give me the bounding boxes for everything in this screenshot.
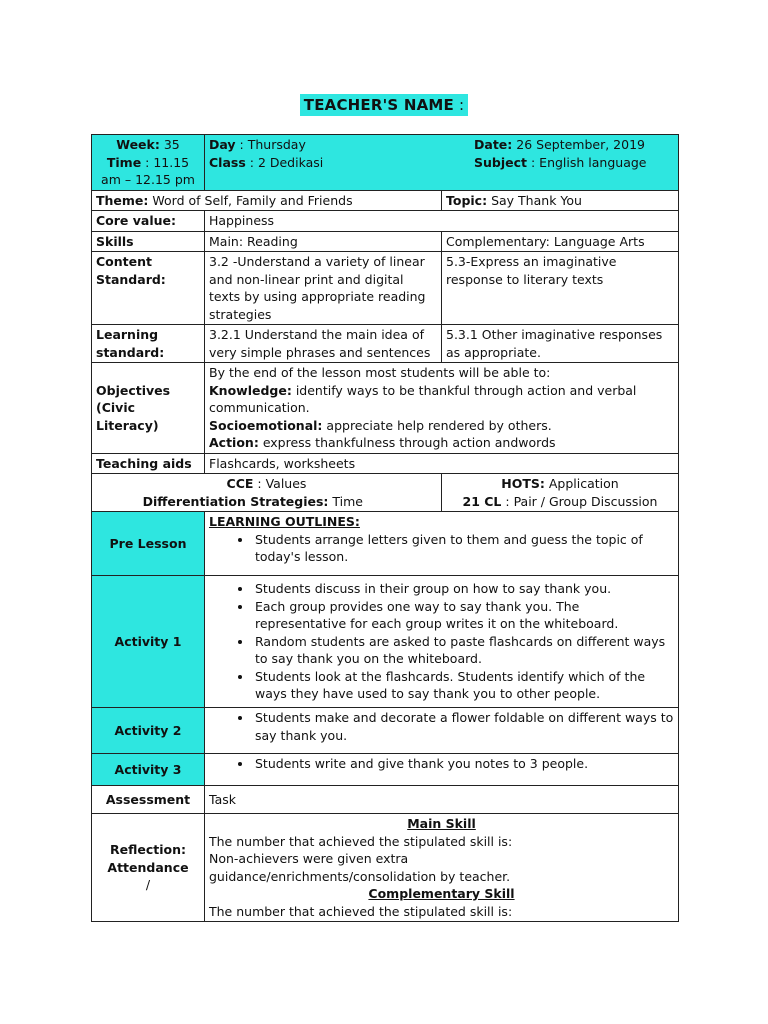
pre-lesson-row: Pre Lesson LEARNING OUTLINES: • Students arrange letters given to them and guess the topic of today's lesson. bbox=[92, 512, 679, 576]
activity1-row: Activity 1 • Students discuss in their group on how to say thank you. • Each group provides one way to say thank you. The representative for each group writes it on the whiteboard. • Random students are asked to paste flashcards on different ways to say thank you on the whiteboard. • Students look at the flashcards. Students identify which of the ways they have used to say thank you to other people. bbox=[92, 576, 679, 708]
core-value-row: Core value: Happiness bbox=[92, 211, 679, 232]
list-item: • Students look at the flashcards. Students identify which of the ways they have used to say thank you to other people. bbox=[253, 668, 674, 703]
objectives-cell: By the end of the lesson most students will be able to: Knowledge: identify ways to be thankful through action and verbal communication. Socioemotional: appreciate help rendered by others. Action: express thankfulness through action andwords bbox=[205, 363, 679, 454]
reflection-cell: Main Skill The number that achieved the stipulated skill is: Non-achievers were given extra guidance/enrichments/consolidation by teacher. Complementary Skill The number that achieved the stipulated skill is: bbox=[205, 814, 679, 922]
teaching-aids-row: Teaching aids Flashcards, worksheets bbox=[92, 453, 679, 474]
list-item: • Each group provides one way to say thank you. The representative for each group writes it on the whiteboard. bbox=[253, 598, 674, 633]
pre-lesson-cell: LEARNING OUTLINES: • Students arrange letters given to them and guess the topic of today's lesson. bbox=[205, 512, 679, 576]
learning-standard-row: Learning standard: 3.2.1 Understand the main idea of very simple phrases and sentences 5.3.1 Other imaginative responses as appropriate. bbox=[92, 325, 679, 363]
cce-row bbox=[92, 474, 679, 512]
list-item: • Students discuss in their group on how to say thank you. bbox=[253, 580, 674, 598]
list-item: • Students write and give thank you notes to 3 people. bbox=[253, 755, 674, 773]
reflection-row bbox=[92, 814, 679, 922]
activity2-cell bbox=[205, 708, 679, 754]
activity3-cell bbox=[205, 754, 679, 786]
activity2-row: Activity 2 • Students make and decorate a flower foldable on different ways to say thank you. bbox=[92, 708, 679, 754]
assessment-row: Assessment Task bbox=[92, 786, 679, 814]
list-item: • Students arrange letters given to them and guess the topic of today's lesson. bbox=[253, 531, 674, 566]
objectives-row: Objectives (Civic Literacy) By the end of the lesson most students will be able to: Knowledge: identify ways to be thankful through action and verbal communication. Socioemotional: appreciate help rendered by others. Action: express thankfulness through action andwords bbox=[92, 363, 679, 454]
content-standard-row: Content Standard: 3.2 -Understand a variety of linear and non-linear print and digital texts by using appropriate reading strategies 5.3-Express an imaginative response to literary texts bbox=[92, 252, 679, 325]
reflection-label-cell: Reflection: Attendance / bbox=[92, 814, 205, 922]
page-title: TEACHER'S NAME : bbox=[300, 94, 468, 116]
title-wrap bbox=[0, 94, 768, 116]
list-item: • Students make and decorate a flower foldable on different ways to say thank you. bbox=[253, 709, 674, 744]
activity3-row: Activity 3 • Students write and give thank you notes to 3 people. bbox=[92, 754, 679, 786]
cce-cell: CCE : Values Differentiation Strategies: Time bbox=[92, 474, 442, 512]
week-time-cell: Week: 35 Time : 11.15 am – 12.15 pm bbox=[92, 135, 205, 191]
theme-row bbox=[92, 190, 679, 211]
theme-cell: Theme: Word of Self, Family and Friends bbox=[92, 190, 442, 211]
hots-cell: HOTS: Application 21 CL : Pair / Group Discussion bbox=[442, 474, 679, 512]
day-date-cell: Day : Thursday Class : 2 Dedikasi Date: 26 September, 2019 Subject : English language bbox=[205, 135, 679, 191]
list-item: • Random students are asked to paste flashcards on different ways to say thank you on the whiteboard. bbox=[253, 633, 674, 668]
topic-cell: Topic: Say Thank You bbox=[442, 190, 679, 211]
activity1-cell bbox=[205, 576, 679, 708]
lesson-plan-table bbox=[91, 134, 679, 922]
skills-row: Skills Main: Reading Complementary: Language Arts bbox=[92, 231, 679, 252]
